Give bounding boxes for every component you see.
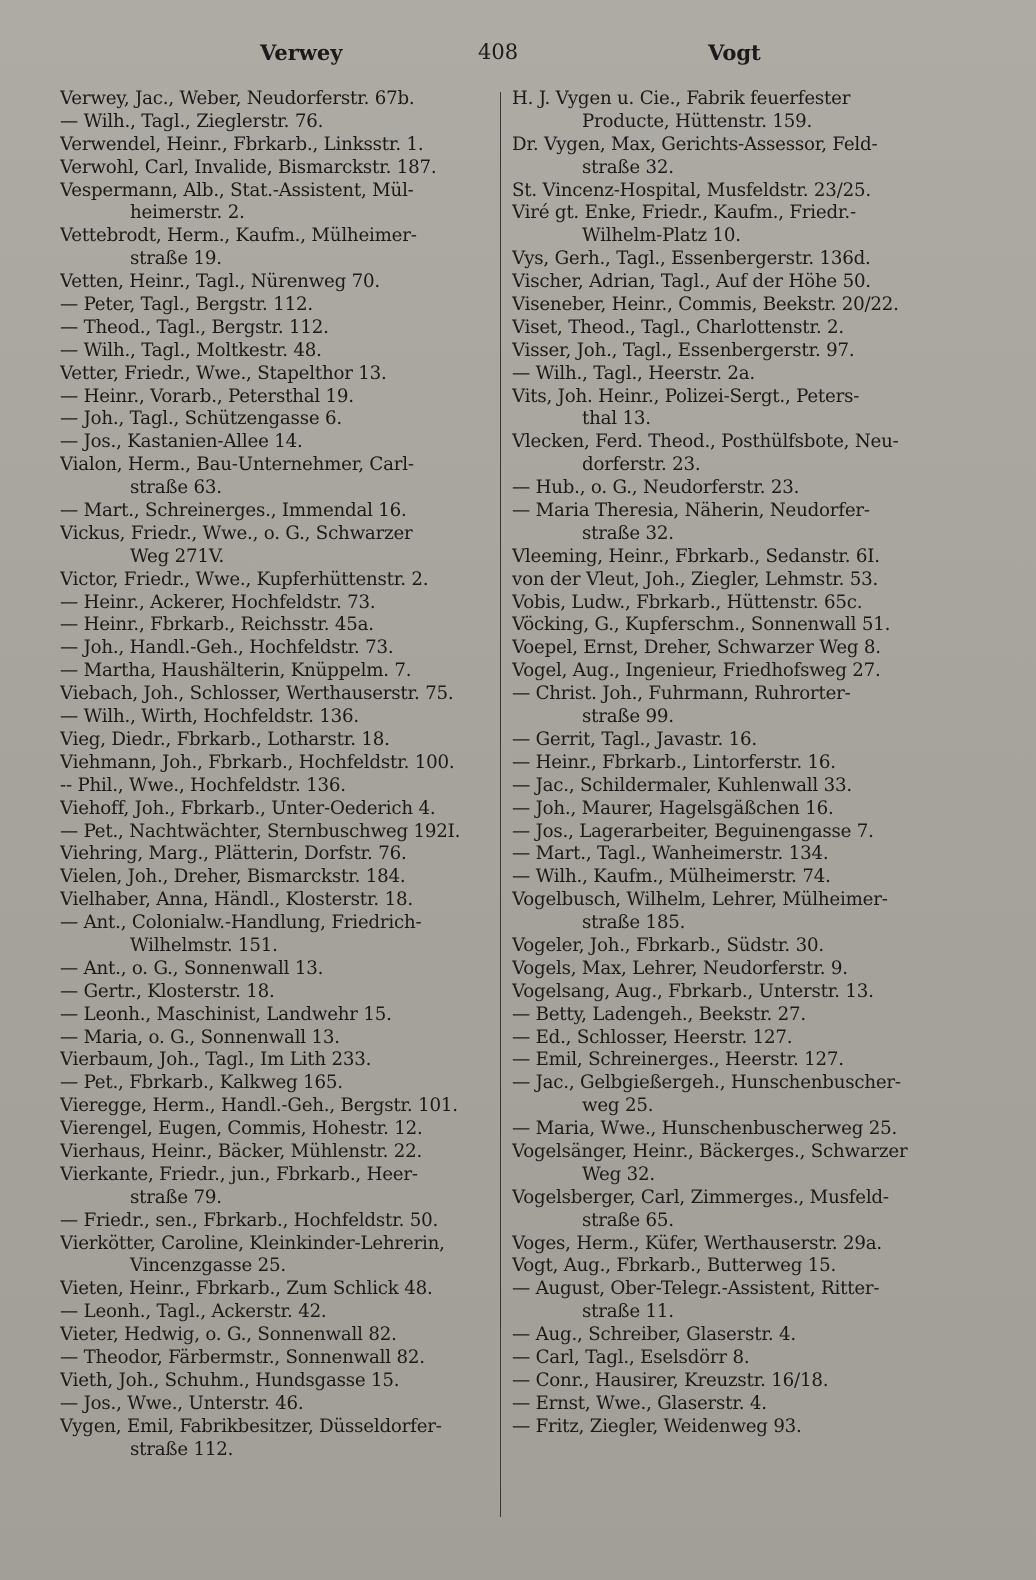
directory-entry-line: Vöcking, G., Kupferschm., Sonnenwall 51. [512,614,891,636]
directory-entry-line: Victor, Friedr., Wwe., Kupferhüttenstr. 2. [60,568,429,590]
directory-entry-line: — Wilh., Wirth, Hochfeldstr. 136. [60,706,359,728]
entry-continuation-line: straße 32. [582,522,674,544]
directory-entry-line: Viehmann, Joh., Fbrkarb., Hochfeldstr. 100. [60,751,455,773]
directory-entry-line: Voepel, Ernst, Dreher, Schwarzer Weg 8. [512,637,881,659]
directory-entry-line: Vogt, Aug., Fbrkarb., Butterweg 15. [512,1255,837,1277]
directory-entry-line: — Christ. Joh., Fuhrmann, Ruhrorter- [512,683,851,705]
directory-entry-line: — Pet., Fbrkarb., Kalkweg 165. [60,1072,343,1094]
directory-entry-line: — Jac., Gelbgießergeh., Hunschenbuscher- [512,1072,901,1094]
entry-continuation-line: Weg 271V. [130,545,225,567]
entry-continuation-line: Wilhelmstr. 151. [130,934,278,956]
entry-continuation-line: Wilhelm-Platz 10. [582,225,741,247]
directory-entry-line: Vierengel, Eugen, Commis, Hohestr. 12. [60,1118,423,1140]
header-right-keyword: Vogt [708,40,761,65]
column-divider [500,92,501,1517]
directory-entry-line: Viebach, Joh., Schlosser, Werthauserstr. 75. [60,683,454,705]
directory-entry-line: Viehring, Marg., Plätterin, Dorfstr. 76. [60,843,407,865]
directory-entry-line: St. Vincenz-Hospital, Musfeldstr. 23/25. [512,179,871,201]
directory-entry-line: Vogelbusch, Wilhelm, Lehrer, Mülheimer- [512,889,888,911]
directory-entry-line: Vieregge, Herm., Handl.-Geh., Bergstr. 101. [60,1095,458,1117]
header-left-keyword: Verwey [260,40,343,65]
entry-continuation-line: straße 185. [582,912,686,934]
directory-entry-line: — Mart., Schreinerges., Immendal 16. [60,500,407,522]
directory-entry-line: Viré gt. Enke, Friedr., Kaufm., Friedr.- [512,202,856,224]
directory-entry-line: — Theod., Tagl., Bergstr. 112. [60,316,329,338]
directory-entry-line: Vobis, Ludw., Fbrkarb., Hüttenstr. 65c. [512,591,863,613]
directory-entry-line: Vygen, Emil, Fabrikbesitzer, Düsseldorfer- [60,1415,442,1437]
directory-entry-line: — Jos., Lagerarbeiter, Beguinengasse 7. [512,820,874,842]
directory-entry-line: Vogelsberger, Carl, Zimmerges., Musfeld- [512,1186,889,1208]
page-number: 408 [478,40,519,64]
directory-entry-line: Vlecken, Ferd. Theod., Posthülfsbote, Neu- [512,431,899,453]
directory-entry-line: H. J. Vygen u. Cie., Fabrik feuerfester [512,88,851,109]
entry-continuation-line: weg 25. [582,1095,654,1117]
directory-entry-line: Vogeler, Joh., Fbrkarb., Südstr. 30. [512,934,824,956]
directory-entry-line: — Heinr., Fbrkarb., Reichsstr. 45a. [60,614,374,636]
directory-entry-line: — Gerrit, Tagl., Javastr. 16. [512,728,757,750]
directory-entry-line: — Ant., o. G., Sonnenwall 13. [60,957,324,979]
directory-entry-line: — Wilh., Tagl., Heerstr. 2a. [512,362,755,384]
directory-entry-line: — Fritz, Ziegler, Weidenweg 93. [512,1415,802,1437]
left-column [60,88,492,1461]
directory-entry-line: — Theodor, Färbermstr., Sonnenwall 82. [60,1346,425,1368]
entry-continuation-line: straße 11. [582,1301,674,1323]
directory-entry-line: Vieten, Heinr., Fbrkarb., Zum Schlick 48. [60,1278,433,1300]
directory-entry-line: — Wilh., Tagl., Zieglerstr. 76. [60,110,324,132]
directory-entry-line: Vickus, Friedr., Wwe., o. G., Schwarzer [60,522,413,544]
directory-entry-line: — Maria, o. G., Sonnenwall 13. [60,1026,340,1048]
directory-entry-line: — Maria, Wwe., Hunschenbuscherweg 25. [512,1118,898,1140]
directory-entry-line: — Heinr., Vorarb., Petersthal 19. [60,385,354,407]
directory-entry-line: Vogels, Max, Lehrer, Neudorferstr. 9. [512,957,848,979]
directory-entry-line: — Mart., Tagl., Wanheimerstr. 134. [512,843,829,865]
right-column [512,88,948,1439]
directory-entry-line: Vys, Gerh., Tagl., Essenbergerstr. 136d. [512,248,871,270]
directory-entry-line: Vogelsänger, Heinr., Bäckerges., Schwarzer [512,1140,908,1162]
entry-continuation-line: dorferstr. 23. [582,454,701,476]
directory-entry-line: Vierhaus, Heinr., Bäcker, Mühlenstr. 22. [60,1140,423,1162]
directory-entry-line: — Betty, Ladengeh., Beekstr. 27. [512,1003,806,1025]
entry-continuation-line: straße 79. [130,1186,222,1208]
directory-entry-line: — Gertr., Klosterstr. 18. [60,980,275,1002]
directory-entry-line: Dr. Vygen, Max, Gerichts-Assessor, Feld- [512,133,878,155]
directory-entry-line: — Jos., Wwe., Unterstr. 46. [60,1392,304,1414]
entry-continuation-line: straße 19. [130,248,222,270]
directory-entry-line: -- Phil., Wwe., Hochfeldstr. 136. [60,774,346,796]
directory-entry-line: — Carl, Tagl., Eselsdörr 8. [512,1346,750,1368]
entry-continuation-line: straße 32. [582,156,674,178]
entry-continuation-line: Producte, Hüttenstr. 159. [582,110,813,132]
entry-continuation-line: straße 63. [130,477,222,499]
directory-entry-line: — Jac., Schildermaler, Kuhlenwall 33. [512,774,852,796]
directory-entry-line: Vetten, Heinr., Tagl., Nürenweg 70. [60,271,380,293]
directory-entry-line: Vieth, Joh., Schuhm., Hundsgasse 15. [60,1369,400,1391]
directory-entry-line: — Friedr., sen., Fbrkarb., Hochfeldstr. 50. [60,1209,439,1231]
directory-entry-line: — Hub., o. G., Neudorferstr. 23. [512,477,800,499]
directory-entry-line: Vierbaum, Joh., Tagl., Im Lith 233. [60,1049,372,1071]
entry-continuation-line: straße 112. [130,1438,234,1460]
directory-entry-line: — Maria Theresia, Näherin, Neudorfer- [512,500,870,522]
directory-entry-line: — Joh., Handl.-Geh., Hochfeldstr. 73. [60,637,394,659]
directory-entry-line: — Conr., Hausirer, Kreuzstr. 16/18. [512,1369,829,1391]
directory-entry-line: — Martha, Haushälterin, Knüppelm. 7. [60,660,412,682]
directory-entry-line: — Pet., Nachtwächter, Sternbuschweg 192I. [60,820,461,842]
directory-entry-line: — Ant., Colonialw.-Handlung, Friedrich- [60,912,422,934]
directory-entry-line: — Joh., Maurer, Hagelsgäßchen 16. [512,797,834,819]
entry-continuation-line: Weg 32. [582,1163,655,1185]
entry-continuation-line: Vincenzgasse 25. [130,1255,287,1277]
directory-entry-line: Verwohl, Carl, Invalide, Bismarckstr. 187. [60,156,437,178]
directory-entry-line: Vleeming, Heinr., Fbrkarb., Sedanstr. 6I. [512,545,880,567]
directory-entry-line: Viset, Theod., Tagl., Charlottenstr. 2. [512,316,844,338]
directory-entry-line: — August, Ober-Telegr.-Assistent, Ritter- [512,1278,880,1300]
directory-entry-line: Vielhaber, Anna, Händl., Klosterstr. 18. [60,889,413,911]
directory-entry-line: — Peter, Tagl., Bergstr. 112. [60,294,313,316]
directory-entry-line: — Ernst, Wwe., Glaserstr. 4. [512,1392,767,1414]
directory-entry-line: — Heinr., Fbrkarb., Lintorferstr. 16. [512,751,836,773]
directory-entry-line: Vielen, Joh., Dreher, Bismarckstr. 184. [60,866,406,888]
directory-entry-line: — Jos., Kastanien-Allee 14. [60,431,303,453]
directory-entry-line: Viehoff, Joh., Fbrkarb., Unter-Oederich 4. [60,797,436,819]
page-header [60,40,950,80]
entry-continuation-line: straße 65. [582,1209,674,1231]
directory-entry-line: Vespermann, Alb., Stat.-Assistent, Mül- [60,179,414,201]
directory-entry-line: — Wilh., Kaufm., Mülheimerstr. 74. [512,866,831,888]
directory-entry-line: Vierkötter, Caroline, Kleinkinder-Lehrerin, [60,1232,445,1254]
directory-entry-line: Verwey, Jac., Weber, Neudorferstr. 67b. [60,88,415,109]
directory-entry-line: Vieter, Hedwig, o. G., Sonnenwall 82. [60,1324,397,1346]
directory-entry-line: von der Vleut, Joh., Ziegler, Lehmstr. 53. [512,568,879,590]
directory-entry-line: Vischer, Adrian, Tagl., Auf der Höhe 50. [512,271,871,293]
directory-entry-line: — Leonh., Maschinist, Landwehr 15. [60,1003,392,1025]
directory-entry-line: — Joh., Tagl., Schützengasse 6. [60,408,342,430]
directory-entry-line: — Leonh., Tagl., Ackerstr. 42. [60,1301,327,1323]
directory-entry-line: Visser, Joh., Tagl., Essenbergerstr. 97. [512,339,855,361]
directory-entry-line: Vogel, Aug., Ingenieur, Friedhofsweg 27. [512,660,881,682]
directory-entry-line: — Heinr., Ackerer, Hochfeldstr. 73. [60,591,376,613]
entry-continuation-line: straße 99. [582,706,674,728]
directory-entry-line: Vettebrodt, Herm., Kaufm., Mülheimer- [60,225,417,247]
directory-entry-line: Vetter, Friedr., Wwe., Stapelthor 13. [60,362,387,384]
directory-entry-line: — Wilh., Tagl., Moltkestr. 48. [60,339,322,361]
directory-entry-line: Verwendel, Heinr., Fbrkarb., Linksstr. 1. [60,133,424,155]
directory-entry-line: Vieg, Diedr., Fbrkarb., Lotharstr. 18. [60,728,390,750]
directory-entry-line: Viseneber, Heinr., Commis, Beekstr. 20/22. [512,294,899,316]
directory-entry-line: Voges, Herm., Küfer, Werthauserstr. 29a. [512,1232,882,1254]
directory-entry-line: — Ed., Schlosser, Heerstr. 127. [512,1026,793,1048]
directory-entry-line: — Emil, Schreinerges., Heerstr. 127. [512,1049,844,1071]
directory-entry-line: — Aug., Schreiber, Glaserstr. 4. [512,1324,796,1346]
directory-entry-line: Vogelsang, Aug., Fbrkarb., Unterstr. 13. [512,980,874,1002]
directory-entry-line: Vits, Joh. Heinr., Polizei-Sergt., Peters- [512,385,860,407]
directory-entry-line: Vierkante, Friedr., jun., Fbrkarb., Heer- [60,1163,418,1185]
directory-entry-line: Vialon, Herm., Bau-Unternehmer, Carl- [60,454,414,476]
entry-continuation-line: thal 13. [582,408,651,430]
entry-continuation-line: heimerstr. 2. [130,202,245,224]
